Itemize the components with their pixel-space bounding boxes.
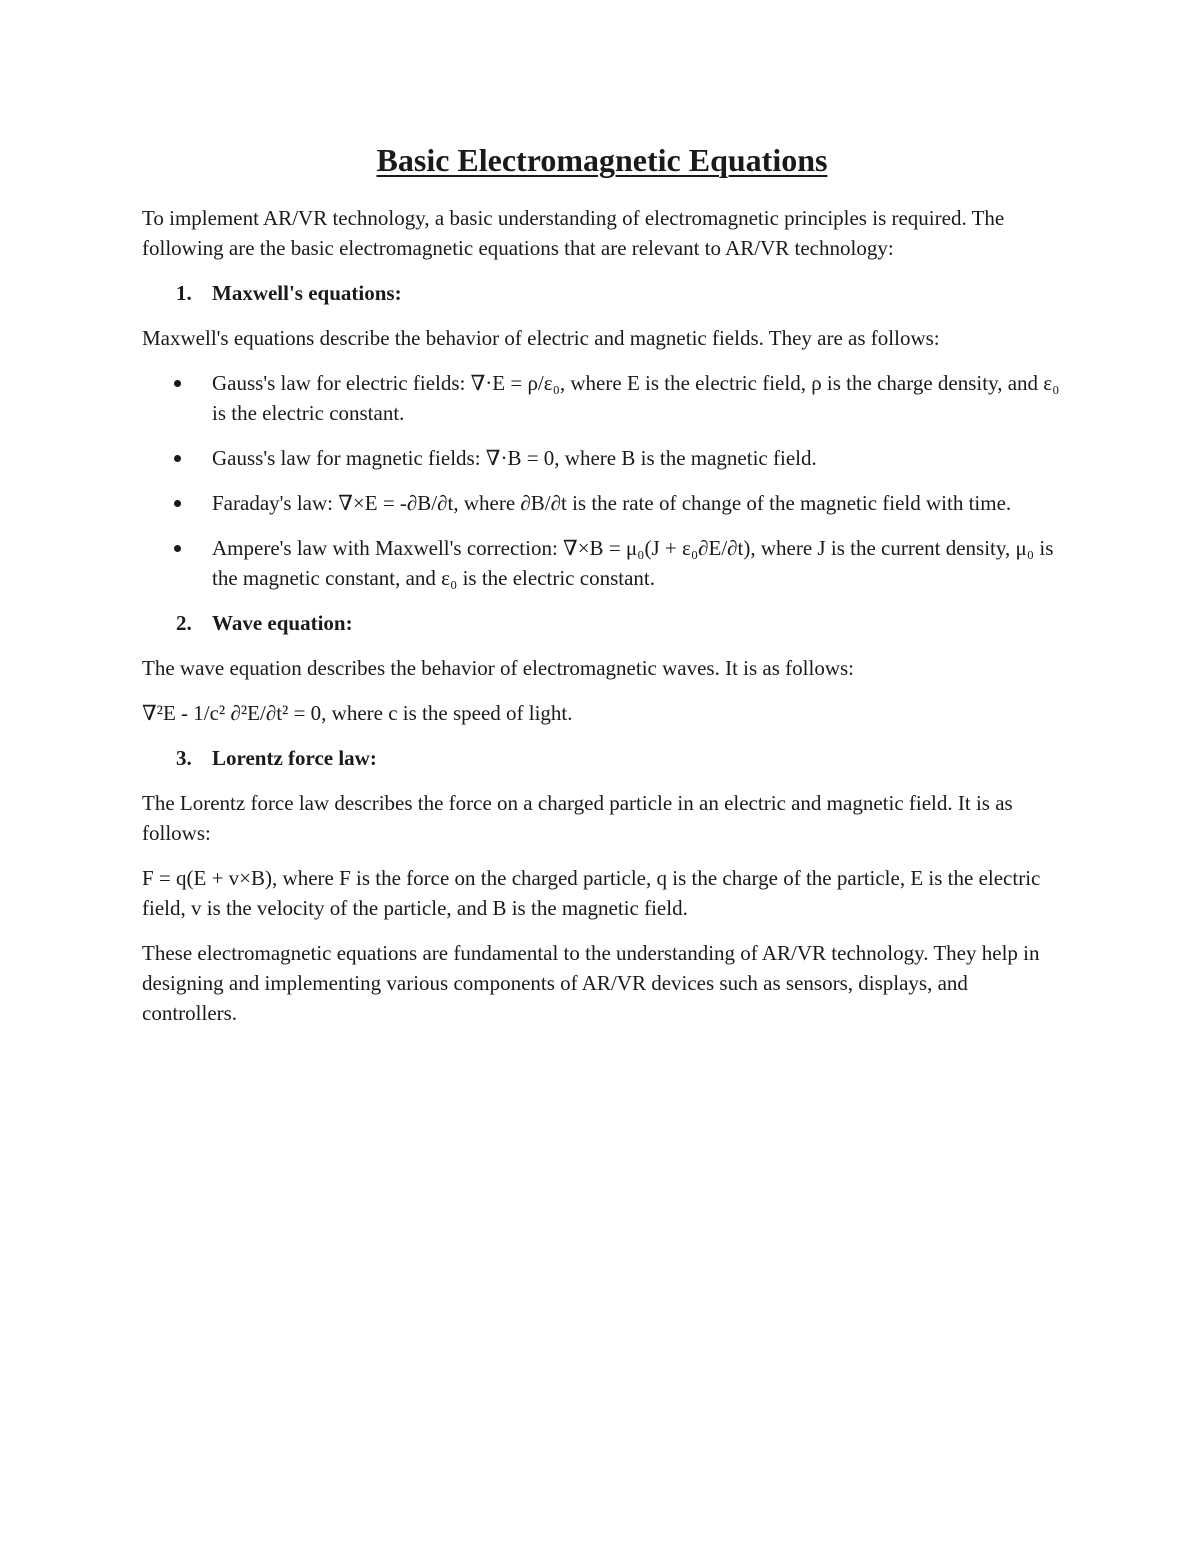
list-item [142,488,1062,518]
equation-paragraph: ∇²E - 1/c² ∂²E/∂t² = 0, where c is the speed of light. [142,701,573,725]
bullet-icon [142,368,212,428]
section-number: 2. [176,611,192,635]
section-lead: The wave equation describes the behavior of electromagnetic waves. It is as follows: [142,656,855,680]
equation-paragraph: F = q(E + v×B), where F is the force on the charged particle, q is the charge of the particle, E is the electric field, v is the velocity of the particle, and B is the magnetic field. [142,866,1041,920]
intro-paragraph: To implement AR/VR technology, a basic understanding of electromagnetic principles is required. The following are the basic electromagnetic equations that are relevant to AR/VR technology: [142,206,1005,260]
list-item-text: Gauss's law for magnetic fields: ∇·B = 0, where B is the magnetic field. [212,446,817,470]
list-item [142,368,1062,428]
document-page [142,140,1062,1043]
section-heading-maxwell [142,278,1062,308]
list-item-text: Faraday's law: ∇×E = -∂B/∂t, where ∂B/∂t is the rate of change of the magnetic field with time. [212,491,1012,515]
conclusion-paragraph: These electromagnetic equations are fundamental to the understanding of AR/VR technology. They help in designing and implementing various components of AR/VR devices such as sensors, displays, and controllers. [142,941,1040,1025]
section-heading-text: Wave equation: [212,611,353,635]
maxwell-equations-list [142,368,1062,593]
section-heading-lorentz [142,743,1062,773]
bullet-icon [142,488,212,518]
section-lead: Maxwell's equations describe the behavior of electric and magnetic fields. They are as follows: [142,326,940,350]
section-lead: The Lorentz force law describes the force on a charged particle in an electric and magnetic field. It is as follows: [142,791,1013,845]
list-item-text: Gauss's law for electric fields: ∇·E = ρ/ε₀, where E is the electric field, ρ is the charge density, and ε₀ is the electric constant. [212,371,1060,425]
section-number: 3. [176,746,192,770]
bullet-icon [142,443,212,473]
list-item [142,443,1062,473]
list-item-text: Ampere's law with Maxwell's correction: ∇×B = μ₀(J + ε₀∂E/∂t), where J is the current density, μ₀ is the magnetic constant, and ε₀ is the electric constant. [212,536,1054,590]
section-heading-wave [142,608,1062,638]
list-item [142,533,1062,593]
section-heading-text: Maxwell's equations: [212,281,402,305]
section-heading-text: Lorentz force law: [212,746,377,770]
page-title: Basic Electromagnetic Equations [376,142,828,178]
section-number: 1. [176,281,192,305]
bullet-icon [142,533,212,593]
